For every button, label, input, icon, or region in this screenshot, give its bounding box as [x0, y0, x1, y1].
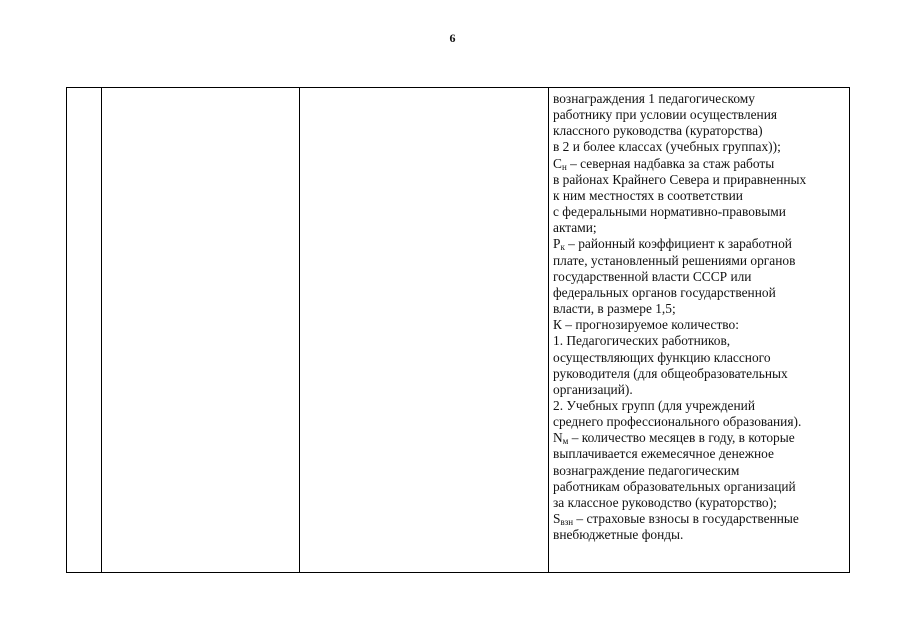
text-line — [553, 527, 847, 543]
line-text: за классное руководство (кураторство); — [553, 494, 777, 510]
document-table — [66, 87, 850, 573]
line-text: работнику при условии осуществления — [553, 107, 778, 123]
text-line — [553, 382, 847, 398]
formula-symbol: С — [553, 155, 562, 171]
line-text: среднего профессионального образования). — [553, 414, 802, 430]
formula-subscript: м — [562, 436, 569, 447]
line-text: вознаграждения 1 педагогическому — [553, 91, 755, 106]
line-text: федеральных органов государственной — [553, 284, 776, 300]
description-text — [553, 91, 847, 543]
formula-symbol: Р — [553, 236, 561, 252]
text-line — [553, 204, 847, 220]
text-line — [553, 220, 847, 236]
table-cell-empty-3 — [300, 88, 549, 573]
line-text: – количество месяцев в году, в которые — [568, 430, 795, 446]
text-line — [553, 414, 847, 430]
formula-symbol: N — [553, 430, 563, 446]
text-line — [553, 317, 847, 333]
line-text: работникам образовательных организаций — [553, 478, 796, 494]
line-text: организаций). — [553, 381, 633, 397]
line-text: с федеральными нормативно-правовыми — [553, 204, 786, 220]
formula-symbol: S — [553, 511, 561, 527]
text-line — [553, 350, 847, 366]
formula-subscript: к — [560, 242, 565, 253]
line-text: 1. Педагогических работников, — [553, 333, 731, 349]
text-line — [553, 123, 847, 139]
text-line — [553, 398, 847, 414]
table-cell-empty-1 — [67, 88, 102, 573]
text-line — [553, 107, 847, 123]
text-line — [553, 495, 847, 511]
text-line — [553, 301, 847, 317]
page-number: 6 — [449, 31, 456, 45]
line-text: в 2 и более классах (учебных группах)); — [553, 139, 781, 155]
text-line — [553, 511, 847, 527]
formula-subscript: взн — [560, 517, 574, 528]
line-text: 2. Учебных групп (для учреждений — [553, 397, 755, 413]
text-line — [553, 479, 847, 495]
text-line — [553, 188, 847, 204]
text-line — [553, 139, 847, 155]
line-text: осуществляющих функцию классного — [553, 349, 771, 365]
line-text: классного руководства (кураторства) — [553, 123, 763, 139]
line-text: актами; — [553, 220, 597, 236]
text-line — [553, 446, 847, 462]
line-text: государственной власти СССР или — [553, 268, 752, 284]
text-line — [553, 366, 847, 382]
line-text: К – прогнозируемое количество: — [553, 317, 739, 333]
text-line — [553, 285, 847, 301]
line-text: выплачивается ежемесячное денежное — [553, 446, 774, 462]
table-row — [67, 88, 850, 573]
text-line — [553, 236, 847, 252]
line-text: плате, установленный решениями органов — [553, 252, 796, 268]
line-text: к ним местностях в соответствии — [553, 187, 743, 203]
text-line — [553, 172, 847, 188]
line-text: – районный коэффициент к заработной — [564, 236, 792, 252]
formula-subscript: н — [561, 161, 567, 172]
text-line — [553, 91, 847, 107]
text-line — [553, 156, 847, 172]
line-text: в районах Крайнего Севера и приравненных — [553, 171, 807, 187]
text-line — [553, 269, 847, 285]
line-text: вознаграждение педагогическим — [553, 462, 740, 478]
table-cell-description — [549, 88, 850, 573]
line-text: власти, в размере 1,5; — [553, 301, 676, 317]
text-line — [553, 430, 847, 446]
text-line — [553, 253, 847, 269]
table-cell-empty-2 — [102, 88, 300, 573]
text-line — [553, 333, 847, 349]
line-text: руководителя (для общеобразовательных — [553, 365, 788, 381]
text-line — [553, 463, 847, 479]
line-text: – северная надбавка за стаж работы — [566, 155, 775, 171]
line-text: – страховые взносы в государственные — [573, 511, 799, 527]
line-text: внебюджетные фонды. — [553, 527, 684, 543]
